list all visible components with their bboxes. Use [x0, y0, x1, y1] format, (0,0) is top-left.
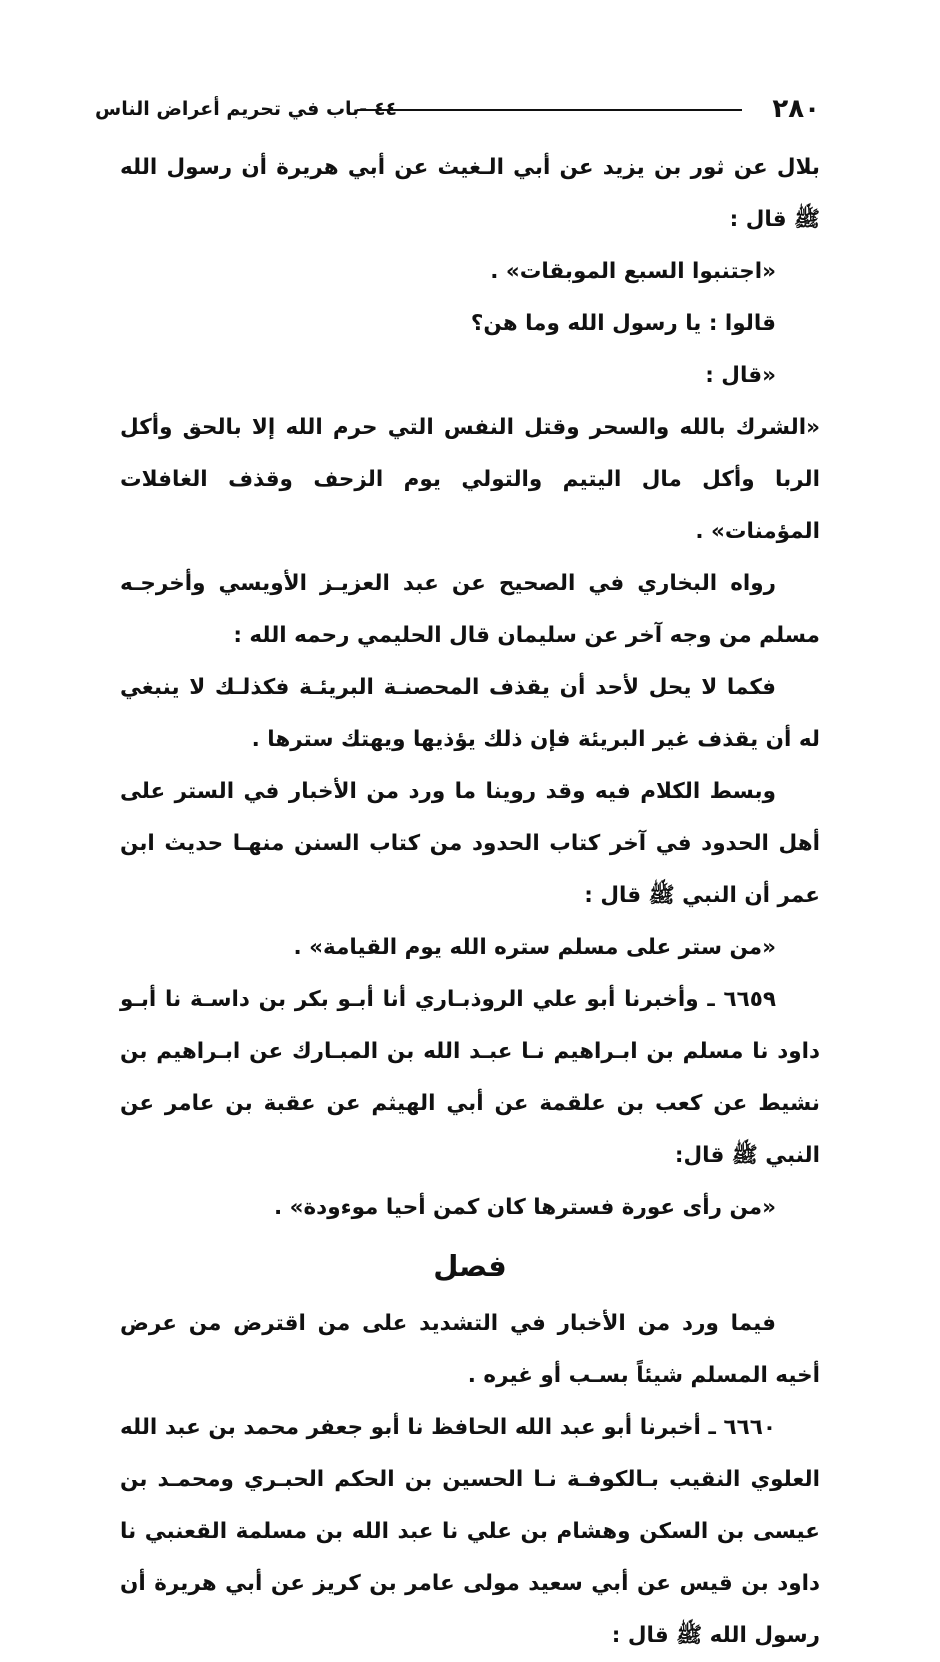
running-title: ٤٤ -باب في تحريم أعراض الناس [95, 98, 398, 120]
section-intro: فيما ورد من الأخبار في التشديد على من اقترض من عرض أخيه المسلم شيئاً بسـب أو غيره . [120, 1311, 820, 1388]
paragraph: رواه البخاري في الصحيح عن عبد العزيـز الأويسي وأخرجـه مسلم من وجه آخر عن سليمان قال الحليمي رحمه الله : [120, 571, 820, 648]
paragraph: فكما لا يحل لأحد أن يقذف المحصنـة البريئـة فكذلـك لا ينبغي له أن يقذف غير البريئة فإن ذلك يؤذيها ويهتك سترها . [120, 675, 820, 752]
page-header [95, 92, 820, 126]
hadith-chain-6660: ٦٦٦٠ ـ أخبرنا أبو عبد الله الحافظ نا أبو جعفر محمد بن عبد الله العلوي النقيب بـالكوفـة نـا الحسين بن الحكم الحبـري ومحمـد بن عيسى بن السكن وهشام بن علي نا عبد الله بن مسلمة القعنبي نا داود بن قيس عن أبي سعيد مولى عامر بن كريز عن أبي هريرة أن رسول الله ﷺ قال : [120, 1415, 820, 1648]
hadith-quote: «من رأى عورة فسترها كان كمن أحيا موءودة» . [273, 1195, 776, 1220]
paragraph: «قال : [705, 363, 776, 388]
paragraph: قالوا : يا رسول الله وما هن؟ [470, 311, 776, 336]
page-body [120, 142, 820, 1662]
paragraph: وبسط الكلام فيه وقد روينا ما ورد من الأخبار في الستر على أهل الحدود في آخر كتاب الحدود من كتاب السنن منهـا حديث ابن عمر أن النبي ﷺ قال : [120, 779, 820, 908]
hadith-quote: «الشرك بالله والسحر وقتل النفس التي حرم الله إلا بالحق وأكل الربا وأكل مال اليتيم والتولي يوم الزحف وقذف الغافلات المؤمنات» . [120, 415, 820, 544]
hadith-quote: «من ستر على مسلم ستره الله يوم القيامة» . [293, 935, 776, 960]
hadith-chain-6659: ٦٦٥٩ ـ وأخبرنا أبو علي الروذبـاري أنا أبـو بكر بن داسـة نا أبـو داود نا مسلم بن ابـراهيم نـا عبـد الله بن المبـارك عن ابـراهيم بن نشيط عن كعب بن علقمة عن أبي الهيثم عن عقبة بن عامر عن النبي ﷺ قال: [120, 987, 820, 1168]
hadith-quote: «اجتنبوا السبع الموبقات» . [490, 259, 776, 284]
header-rule [357, 109, 742, 111]
section-heading: فصل [433, 1249, 507, 1283]
paragraph: بلال عن ثور بن يزيد عن أبي الـغيث عن أبي هريرة أن رسول الله ﷺ قال : [120, 155, 820, 232]
page-number: ٢٨٠ [772, 94, 820, 124]
